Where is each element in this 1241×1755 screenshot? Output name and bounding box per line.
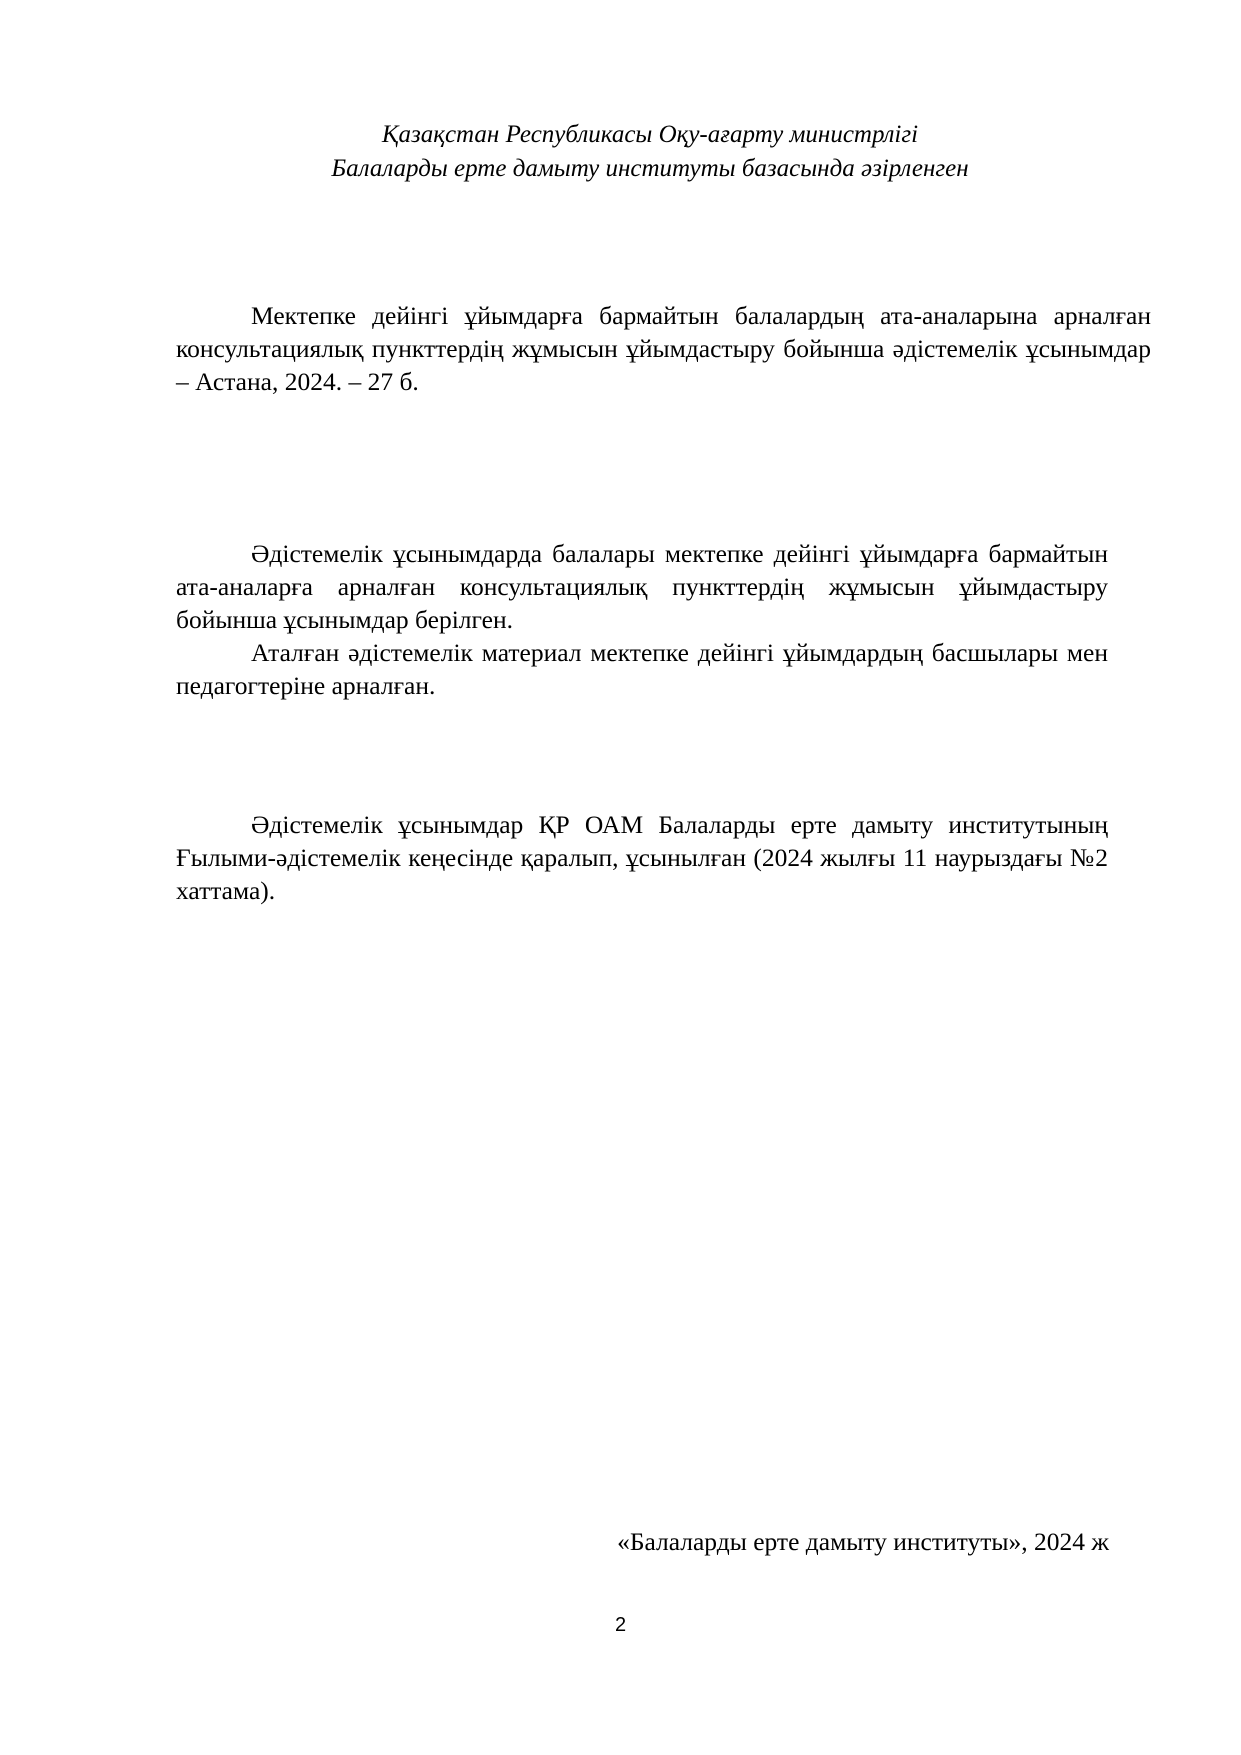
institute-line: Балаларды ерте дамыту институты базасында әзірленген [331, 155, 969, 182]
publisher-header [180, 118, 1120, 186]
ministry-line: Қазақстан Республикасы Оқу-ағарту министрлігі [381, 121, 919, 148]
annotation-paragraph: Әдістемелік ұсынымдарда балалары мектепке дейінгі ұйымдарға бармайтын ата-аналарға арналған консультациялық пункттердің жұмысын ұйымдастыру бойынша ұсынымдар берілген. [176, 539, 1108, 634]
page-number: 2 [614, 1614, 627, 1636]
approval-paragraph: Әдістемелік ұсынымдар ҚР ОАМ Балаларды ерте дамыту институтының Ғылыми-әдістемелік кеңесінде қаралып, ұсынылған (2024 жылғы 11 наурыздағы №2 хаттама). [176, 810, 1108, 905]
copyright-line: «Балаларды ерте дамыту институты», 2024 ж [617, 1527, 1109, 1556]
reference-paragraph: Мектепке дейінгі ұйымдарға бармайтын балалардың ата-аналарына арналған консультациялық пункттердің жұмысын ұйымдастыру бойынша әдістемелік ұсынымдар – Астана, 2024. – 27 б. [176, 301, 1151, 396]
bibliographic-reference [176, 299, 1151, 398]
approval-note [176, 808, 1108, 907]
annotation [176, 537, 1108, 702]
audience-paragraph: Аталған әдістемелік материал мектепке дейінгі ұйымдардың басшылары мен педагогтеріне арналған. [176, 638, 1108, 700]
